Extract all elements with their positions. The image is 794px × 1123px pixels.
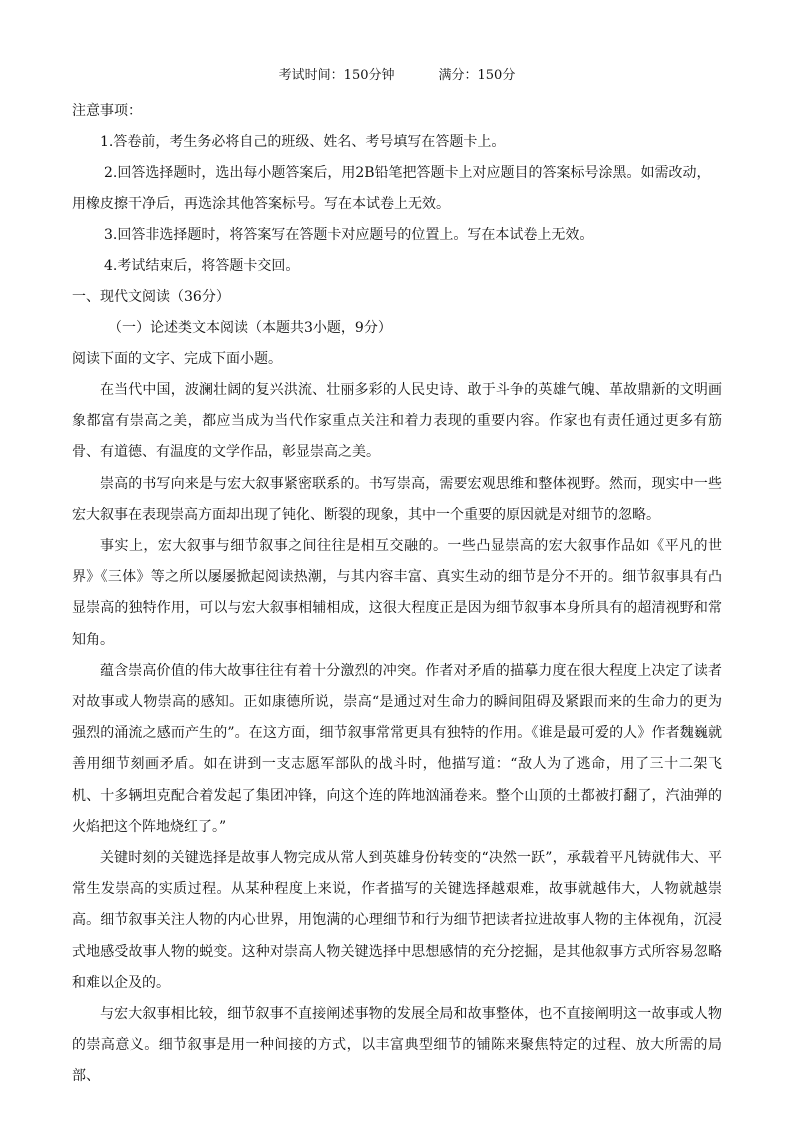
passage-paragraph-2: 崇高的书写向来是与宏大叙事紧密联系的。书写崇高，需要宏观思维和整体视野。然而，现实中一些宏大叙事在表现崇高方面却出现了钝化、断裂的现象，其中一个重要的原因就是对细节的忽略。 [72,475,722,523]
section-title: 一、现代文阅读（36分） [72,289,230,305]
notice-item-4: 4.考试结束后，将答题卡交回。 [104,258,300,274]
notice-item-3: 3.回答非选择题时，将答案写在答题卡对应题号的位置上。写在本试卷上无效。 [104,227,594,243]
exam-header [0,66,794,86]
exam-score: 满分：150分 [438,68,516,83]
passage-paragraph-4: 蕴含崇高价值的伟大故事往往有着十分激烈的冲突。作者对矛盾的描摹力度在很大程度上决定了读者对故事或人物崇高的感知。正如康德所说，崇高“是通过对生命力的瞬间阻碍及紧跟而来的生命力的更为强烈的涌流之感而产生的”。在这方面，细节叙事常常更具有独特的作用。《谁是最可爱的人》作者魏巍就善用细节刻画矛盾。如在讲到一支志愿军部队的战斗时，他描写道：“敌人为了逃命，用了三十二架飞机、十多辆坦克配合着发起了集团冲锋，向这个连的阵地汹涌卷来。整个山顶的土都被打翻了，汽油弹的火焰把这个阵地烧红了。” [72,662,722,835]
notice-title: 注意事项： [72,103,142,119]
reading-instruction: 阅读下面的文字、完成下面小题。 [72,351,282,367]
passage-paragraph-5: 关键时刻的关键选择是故事人物完成从常人到英雄身份转变的“决然一跃”，承载着平凡铸就伟大、平常生发崇高的实质过程。从某种程度上来说，作者描写的关键选择越艰难，故事就越伟大，人物就越崇高。细节叙事关注人物的内心世界，用饱满的心理细节和行为细节把读者拉进故事人物的主体视角，沉浸式地感受故事人物的蜕变。这种对崇高人物关键选择中思想感情的充分挖掘，是其他叙事方式所容易忽略和难以企及的。 [72,850,722,991]
passage-paragraph-3: 事实上，宏大叙事与细节叙事之间往往是相互交融的。一些凸显崇高的宏大叙事作品如《平凡的世界》《三体》等之所以屡屡掀起阅读热潮，与其内容丰富、真实生动的细节是分不开的。细节叙事具有凸显崇高的独特作用，可以与宏大叙事相辅相成，这很大程度正是因为细节叙事本身所具有的超清视野和常知角。 [72,538,722,648]
passage-paragraph-6: 与宏大叙事相比较，细节叙事不直接阐述事物的发展全局和故事整体，也不直接阐明这一故事或人物的崇高意义。细节叙事是用一种间接的方式，以丰富典型细节的铺陈来聚焦特定的过程、放大所需的局部、 [72,1006,722,1085]
notice-item-1: 1.答卷前，考生务必将自己的班级、姓名、考号填写在答题卡上。 [100,134,506,150]
notice-item-2: 2.回答选择题时，选出每小题答案后，用2B铅笔把答题卡上对应题目的答案标号涂黑。如需改动，用橡皮擦干净后，再选涂其他答案标号。写在本试卷上无效。 [72,165,711,212]
exam-time: 考试时间：150分钟 [278,68,395,83]
passage-paragraph-1: 在当代中国，波澜壮阔的复兴洪流、壮丽多彩的人民史诗、敢于斗争的英雄气魄、革故鼎新的文明画象都富有崇高之美，都应当成为当代作家重点关注和着力表现的重要内容。作家也有责任通过更多有筋骨、有道德、有温度的文学作品，彰显崇高之美。 [72,382,722,461]
exam-content [72,96,722,1093]
section-subtitle: （一）论述类文本阅读（本题共3小题，9分） [108,320,392,336]
